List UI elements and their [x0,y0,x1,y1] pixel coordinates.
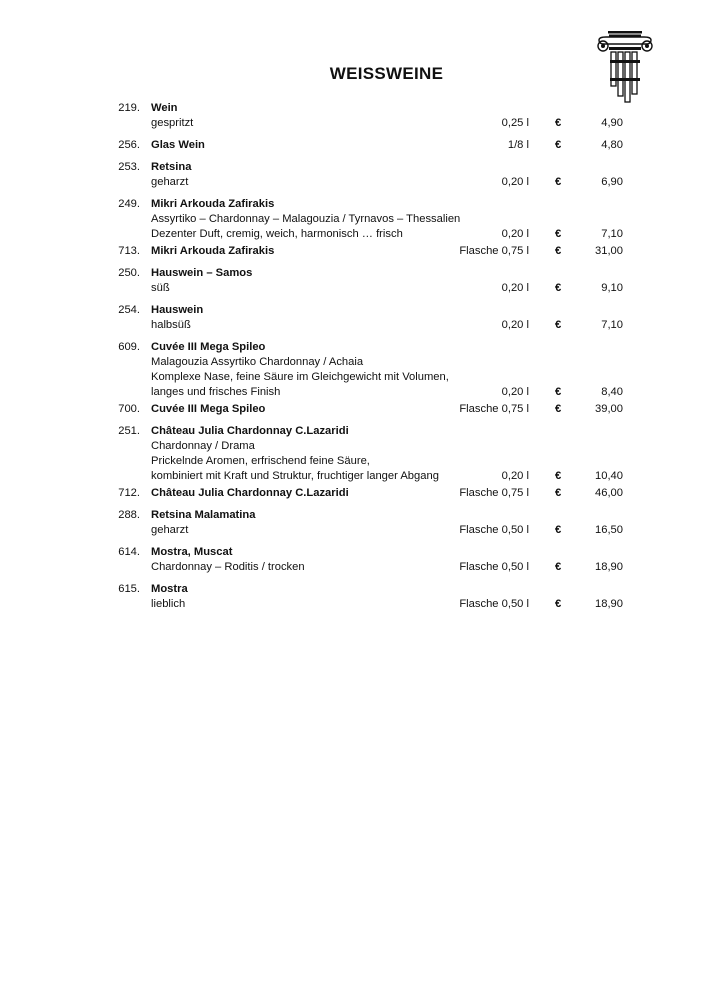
wine-item [0,545,707,575]
currency-symbol: € [555,282,562,294]
item-size: 0,20 l [501,470,529,482]
item-number: 249. [118,198,140,210]
wine-item [0,424,707,501]
item-size: Flasche 0,50 l [459,598,529,610]
item-name: Glas Wein [151,139,205,151]
item-header-line [0,101,707,116]
item-description: geharzt [151,524,189,536]
item-number: 219. [118,102,140,114]
item-price: 7,10 [601,319,623,331]
item-description-line [0,454,707,469]
item-size: Flasche 0,75 l [459,245,529,257]
wine-list [0,101,707,619]
currency-symbol: € [555,176,562,188]
currency-symbol: € [555,598,562,610]
item-description-line [0,227,707,242]
item-description-line [0,318,707,333]
page-title: WEISSWEINE [329,64,444,83]
wine-item [0,303,707,333]
item-description-line [0,370,707,385]
currency-symbol: € [555,386,562,398]
bottle-number: 713. [118,245,140,257]
currency-symbol: € [555,403,562,415]
item-description-line [0,469,707,484]
item-description: Chardonnay – Roditis / trocken [151,561,305,573]
item-name: Mostra [151,583,188,595]
item-number: 615. [118,583,140,595]
item-description-line [0,212,707,227]
item-name: Château Julia Chardonnay C.Lazaridi [151,425,349,437]
item-description: gespritzt [151,117,194,129]
item-name: Wein [151,102,178,114]
item-header-line [0,508,707,523]
item-description: Prickelnde Aromen, erfrischend feine Säure, [151,455,370,467]
item-header-line [0,582,707,597]
item-header-line [0,424,707,439]
bottle-number: 700. [118,403,140,415]
item-header-line [0,138,707,153]
item-description: halbsüß [151,319,191,331]
wine-item [0,340,707,417]
item-name: Hauswein – Samos [151,267,253,279]
item-description-line [0,523,707,538]
item-size: 0,20 l [501,282,529,294]
item-description-line [0,597,707,612]
item-description-line [0,560,707,575]
item-price: 4,80 [601,139,623,151]
item-description: Malagouzia Assyrtiko Chardonnay / Achaia [151,356,364,368]
wine-item [0,508,707,538]
item-price: 18,90 [595,598,623,610]
item-description: langes und frisches Finish [151,386,281,398]
item-name: Mostra, Muscat [151,546,233,558]
wine-item [0,138,707,153]
item-name: Retsina Malamatina [151,509,256,521]
currency-symbol: € [555,139,562,151]
item-description: kombiniert mit Kraft und Struktur, fruchtiger langer Abgang [151,470,439,482]
item-header-line [0,160,707,175]
item-number: 609. [118,341,140,353]
currency-symbol: € [555,245,562,257]
item-size: 0,20 l [501,319,529,331]
item-number: 614. [118,546,140,558]
item-description: Assyrtiko – Chardonnay – Malagouzia / Tyrnavos – Thessalien [151,213,461,225]
item-description-line [0,355,707,370]
currency-symbol: € [555,487,562,499]
bottle-name: Mikri Arkouda Zafirakis [151,245,275,257]
item-header-line [0,303,707,318]
item-size: Flasche 0,75 l [459,487,529,499]
item-name: Retsina [151,161,192,173]
bottle-line [0,402,707,417]
item-number: 256. [118,139,140,151]
item-header-line [0,266,707,281]
bottle-name: Cuvée III Mega Spileo [151,403,266,415]
item-description: süß [151,282,170,294]
item-number: 288. [118,509,140,521]
wine-item [0,160,707,190]
item-size: Flasche 0,50 l [459,524,529,536]
wine-item [0,197,707,259]
item-price: 4,90 [601,117,623,129]
item-description: geharzt [151,176,189,188]
item-number: 254. [118,304,140,316]
item-name: Hauswein [151,304,204,316]
bottle-name: Château Julia Chardonnay C.Lazaridi [151,487,349,499]
item-description-line [0,116,707,131]
ionic-column-logo-icon [596,30,654,104]
item-description-line [0,281,707,296]
item-price: 9,10 [601,282,623,294]
currency-symbol: € [555,117,562,129]
item-size: 0,25 l [501,117,529,129]
item-header-line [0,545,707,560]
item-name: Cuvée III Mega Spileo [151,341,266,353]
item-price: 10,40 [595,470,623,482]
item-number: 253. [118,161,140,173]
item-number: 251. [118,425,140,437]
item-description: lieblich [151,598,186,610]
item-price: 18,90 [595,561,623,573]
item-size: 0,20 l [501,386,529,398]
item-description: Chardonnay / Drama [151,440,255,452]
item-size: Flasche 0,75 l [459,403,529,415]
item-description: Komplexe Nase, feine Säure im Gleichgewicht mit Volumen, [151,371,449,383]
item-header-line [0,197,707,212]
item-price: 16,50 [595,524,623,536]
wine-item [0,266,707,296]
item-size: 0,20 l [501,176,529,188]
bottle-line [0,486,707,501]
bottle-line [0,244,707,259]
item-price: 8,40 [601,386,623,398]
item-description-line [0,175,707,190]
item-description-line [0,439,707,454]
item-number: 250. [118,267,140,279]
wine-item [0,101,707,131]
item-size: Flasche 0,50 l [459,561,529,573]
currency-symbol: € [555,319,562,331]
item-price: 7,10 [601,228,623,240]
wine-item [0,582,707,612]
currency-symbol: € [555,228,562,240]
currency-symbol: € [555,524,562,536]
item-header-line [0,340,707,355]
item-description: Dezenter Duft, cremig, weich, harmonisch … frisch [151,228,403,240]
item-size: 1/8 l [507,139,529,151]
item-price: 46,00 [595,487,623,499]
bottle-number: 712. [118,487,140,499]
item-description-line [0,385,707,400]
item-name: Mikri Arkouda Zafirakis [151,198,275,210]
item-price: 39,00 [595,403,623,415]
item-price: 31,00 [595,245,623,257]
item-size: 0,20 l [501,228,529,240]
currency-symbol: € [555,561,562,573]
item-price: 6,90 [601,176,623,188]
currency-symbol: € [555,470,562,482]
